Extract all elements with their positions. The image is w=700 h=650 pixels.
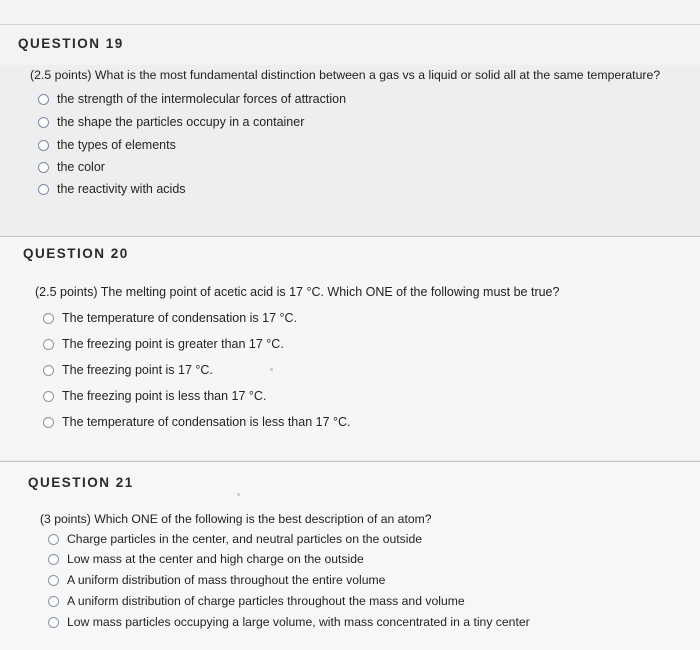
radio-button[interactable] xyxy=(48,575,59,586)
radio-button[interactable] xyxy=(38,117,49,128)
option-label: Low mass particles occupying a large volume, with mass concentrated in a tiny center xyxy=(67,615,530,629)
stray-dot xyxy=(237,493,240,496)
answer-option[interactable] xyxy=(48,615,530,629)
answer-option[interactable] xyxy=(48,532,422,546)
answer-option[interactable] xyxy=(43,311,297,325)
answer-option[interactable] xyxy=(43,363,213,377)
question-title: QUESTION 21 xyxy=(28,475,134,490)
option-label: The temperature of condensation is less than 17 °C. xyxy=(62,415,351,429)
radio-button[interactable] xyxy=(38,140,49,151)
answer-option[interactable] xyxy=(48,552,364,566)
option-label: A uniform distribution of charge particles throughout the mass and volume xyxy=(67,594,465,608)
option-label: the shape the particles occupy in a container xyxy=(57,115,305,129)
option-label: The freezing point is 17 °C. xyxy=(62,363,213,377)
radio-button[interactable] xyxy=(38,94,49,105)
option-label: the color xyxy=(57,160,105,174)
answer-option[interactable] xyxy=(38,115,304,129)
radio-button[interactable] xyxy=(48,617,59,628)
stray-dot xyxy=(270,368,273,371)
answer-option[interactable] xyxy=(38,160,105,174)
question-prompt: (3 points) Which ONE of the following is the best description of an atom? xyxy=(40,512,432,526)
answer-option[interactable] xyxy=(43,389,266,403)
answer-option[interactable] xyxy=(43,337,284,351)
option-label: the strength of the intermolecular forces of attraction xyxy=(57,92,347,106)
radio-button[interactable] xyxy=(48,534,59,545)
question-title: QUESTION 20 xyxy=(23,246,129,261)
option-label: Low mass at the center and high charge on the outside xyxy=(67,552,364,566)
option-label: A uniform distribution of mass throughout the entire volume xyxy=(67,573,386,587)
answer-option[interactable] xyxy=(38,92,346,106)
divider xyxy=(0,24,700,25)
answer-option[interactable] xyxy=(48,594,465,608)
radio-button[interactable] xyxy=(38,184,49,195)
question-prompt: (2.5 points) The melting point of acetic acid is 17 °C. Which ONE of the following must be true? xyxy=(35,285,560,299)
radio-button[interactable] xyxy=(48,554,59,565)
radio-button[interactable] xyxy=(43,339,54,350)
radio-button[interactable] xyxy=(43,391,54,402)
answer-option[interactable] xyxy=(38,138,176,152)
radio-button[interactable] xyxy=(43,417,54,428)
option-label: the types of elements xyxy=(57,138,176,152)
answer-option[interactable] xyxy=(38,182,186,196)
option-label: The temperature of condensation is 17 °C. xyxy=(62,311,297,325)
answer-option[interactable] xyxy=(48,573,385,587)
option-label: the reactivity with acids xyxy=(57,182,186,196)
question-prompt: (2.5 points) What is the most fundamental distinction between a gas vs a liquid or solid all at the same temperature? xyxy=(30,68,661,82)
question-title: QUESTION 19 xyxy=(18,36,124,51)
radio-button[interactable] xyxy=(48,596,59,607)
option-label: Charge particles in the center, and neutral particles on the outside xyxy=(67,532,423,546)
radio-button[interactable] xyxy=(43,365,54,376)
radio-button[interactable] xyxy=(38,162,49,173)
question-19-header-panel xyxy=(0,0,700,65)
option-label: The freezing point is less than 17 °C. xyxy=(62,389,267,403)
radio-button[interactable] xyxy=(43,313,54,324)
answer-option[interactable] xyxy=(43,415,351,429)
option-label: The freezing point is greater than 17 °C. xyxy=(62,337,284,351)
